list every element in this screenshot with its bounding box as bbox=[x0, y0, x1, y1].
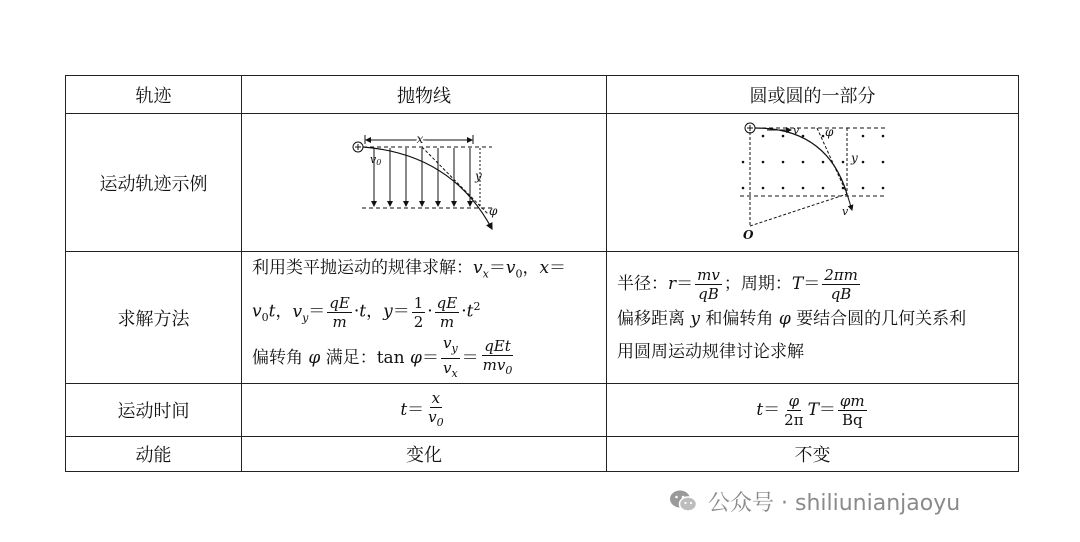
parabola-method-line3: 偏转角 φ 满足：tan φ＝ $\frac{v_y}{v_x}$ ＝ $\frac{\text{qEt}}{mv_0}$ bbox=[252, 334, 513, 381]
ke-circle: 不变 bbox=[607, 437, 1019, 472]
ke-parabola: 变化 bbox=[242, 437, 607, 472]
magnetic-field-dots bbox=[742, 135, 885, 190]
ke-label: 动能 bbox=[66, 437, 242, 472]
method-label: 求解方法 bbox=[66, 252, 242, 384]
circle-time-cell: t＝ $\frac{\varphi}{2\pi}$ T＝ $\frac{\varphi m}{Bq}$ bbox=[607, 384, 1019, 437]
geometry-label: 要结合圆的几何关系利 bbox=[796, 309, 967, 330]
parabola-figure-cell bbox=[242, 114, 607, 252]
circle-trajectory-figure bbox=[607, 114, 1018, 251]
header-circle: 圆或圆的一部分 bbox=[607, 76, 1019, 114]
parabola-method-line1: 利用类平抛运动的规律求解：$v_x=v_0$，x＝ bbox=[252, 258, 567, 281]
label-phi-2: φ bbox=[825, 125, 834, 139]
kinetic-energy-row bbox=[66, 437, 1019, 472]
circle-method-cell bbox=[607, 252, 1019, 384]
circle-method-line3: 用圆周运动规律讨论求解 bbox=[617, 342, 804, 363]
label-v-bottom: v bbox=[842, 205, 849, 218]
parabola-method-line2: $v_0t$，$v_y=$ $\frac{qE}{m}$ ·t，y＝ $\frac{1}{2}$ · $\frac{qE}{m}$ $\cdot t^2$ bbox=[252, 294, 481, 332]
time-label: 运动时间 bbox=[66, 384, 242, 437]
circle-method-line1: 半径：r＝ $\frac{mv}{qB}$ ；周期：T＝ $\frac{2\pi m}{qB}$ bbox=[617, 266, 858, 304]
method-row bbox=[66, 252, 1019, 384]
circle-figure-cell bbox=[607, 114, 1019, 252]
parabola-time-cell: t＝ $\frac{x}{v_0}$ bbox=[242, 384, 607, 437]
motion-comparison-table bbox=[65, 75, 1019, 472]
example-row bbox=[66, 114, 1019, 252]
label-v0-sub: 0 bbox=[376, 158, 382, 167]
angle-label: 和偏转角 bbox=[705, 309, 774, 330]
header-trajectory: 轨迹 bbox=[66, 76, 242, 114]
parabola-trajectory-figure bbox=[242, 114, 606, 251]
offset-label: 偏移距离 bbox=[617, 309, 685, 330]
label-v-top: v bbox=[793, 124, 800, 137]
watermark-text: 公众号 · shiliunianjaoyu bbox=[708, 490, 961, 516]
satisfies-label: 满足： bbox=[325, 348, 377, 369]
watermark bbox=[668, 484, 1068, 518]
circle-method-line2: 偏移距离 y 和偏转角 φ 要结合圆的几何关系利 bbox=[617, 309, 967, 330]
label-v0: v bbox=[370, 153, 377, 166]
bq-denominator: Bq bbox=[841, 410, 863, 429]
tan-label: tan bbox=[376, 348, 405, 369]
header-row bbox=[66, 76, 1019, 114]
deflection-angle-label: 偏转角 bbox=[252, 348, 303, 369]
example-label: 运动轨迹示例 bbox=[66, 114, 242, 252]
radius-label: 半径： bbox=[617, 274, 668, 295]
label-x: x bbox=[416, 132, 424, 146]
wechat-icon bbox=[668, 488, 698, 514]
label-y: y bbox=[475, 169, 482, 183]
parabola-method-cell bbox=[242, 252, 607, 384]
parabola-method-prefix: 利用类平抛运动的规律求解： bbox=[252, 258, 473, 278]
svg-text:v0 bbox=[370, 153, 381, 167]
period-label: ；周期： bbox=[723, 274, 792, 295]
label-o: O bbox=[743, 228, 754, 242]
label-phi: φ bbox=[489, 204, 498, 218]
time-row bbox=[66, 384, 1019, 437]
label-y-2: y bbox=[851, 151, 858, 165]
header-parabola: 抛物线 bbox=[242, 76, 607, 114]
